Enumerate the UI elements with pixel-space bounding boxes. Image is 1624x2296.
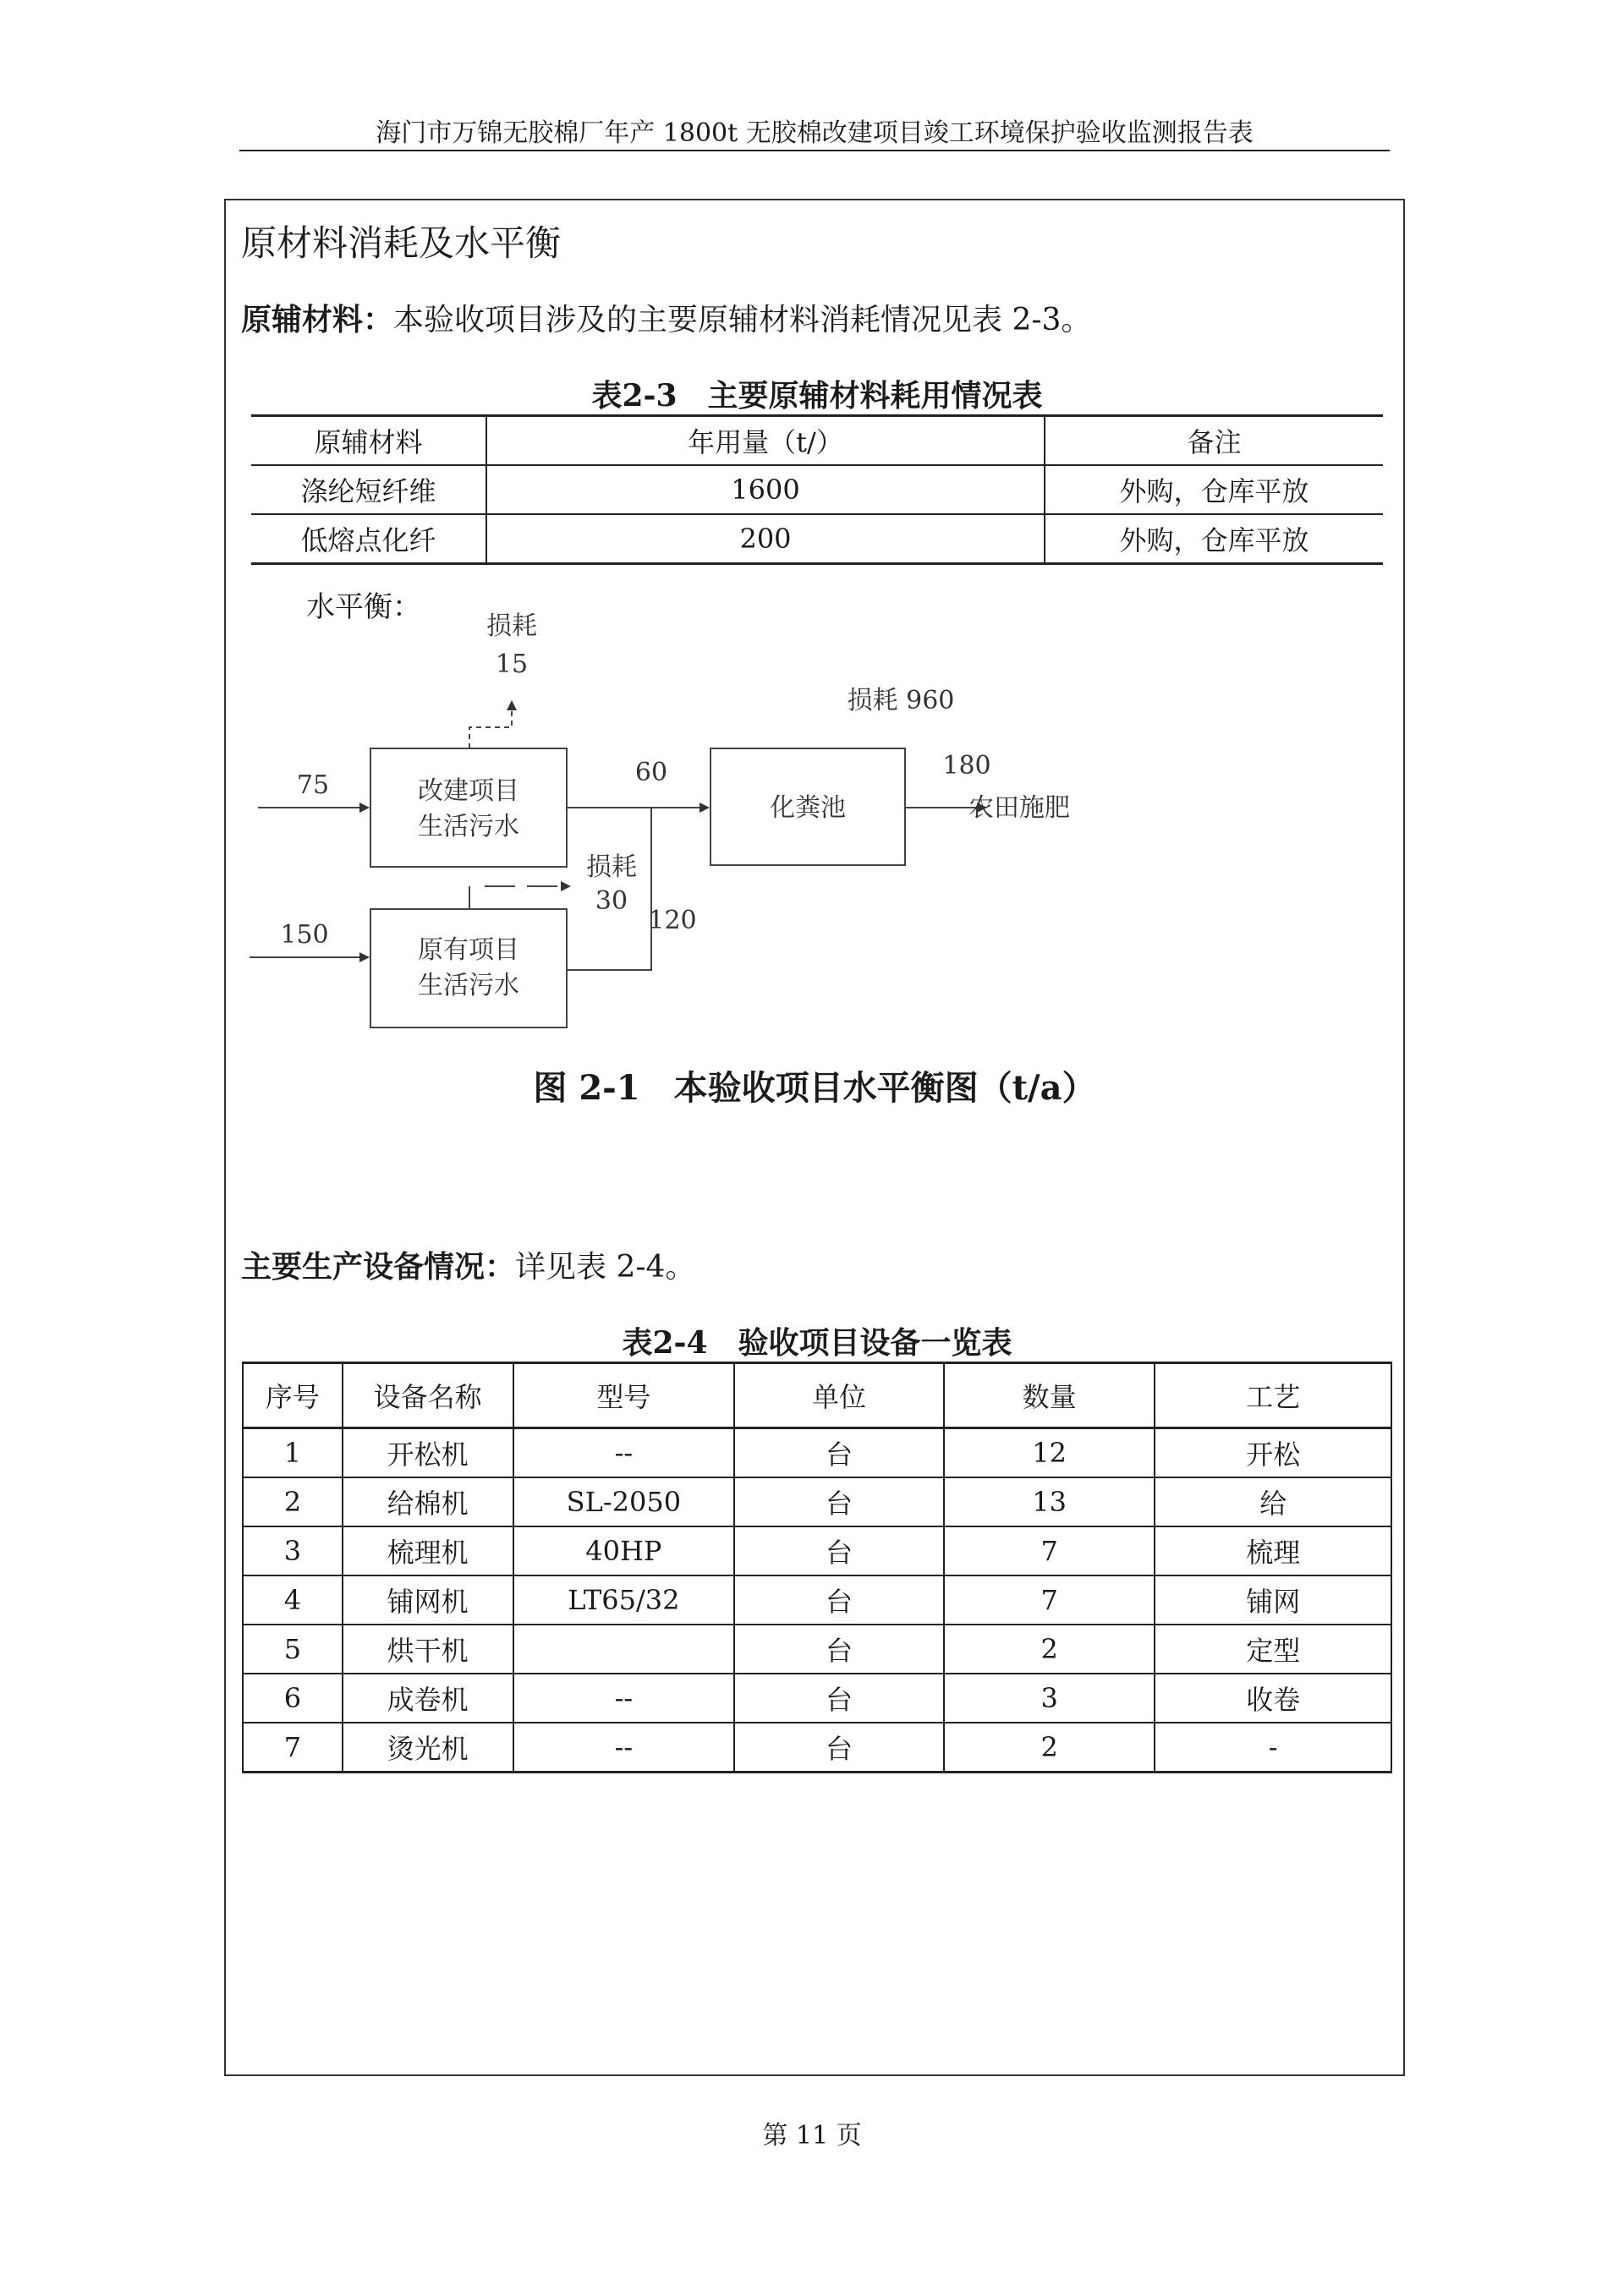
table-cell: 13 [944, 1477, 1155, 1526]
table-cell: 台 [734, 1723, 944, 1773]
table-cell: 台 [734, 1625, 944, 1674]
table-row [243, 1428, 1391, 1478]
table-cell: 2 [944, 1723, 1155, 1773]
box-new-line2: 生活污水 [418, 812, 519, 841]
input-new-value: 75 [296, 770, 330, 800]
flow-180-value: 180 [942, 751, 991, 781]
table-2-4 [242, 1362, 1392, 1773]
table-2-3-caption: 表2-3 主要原辅材料耗用情况表 [591, 378, 1043, 414]
flow-60-value: 60 [634, 758, 668, 787]
equipment-text: 详见表 2-4。 [515, 1250, 696, 1285]
raw-materials-text: 本验收项目涉及的主要原辅材料消耗情况见表 2-3。 [393, 303, 1092, 337]
table-cell: 开松机 [343, 1428, 513, 1478]
table-cell: 外购，仓库平放 [1045, 465, 1383, 514]
table-header-row [251, 416, 1383, 466]
loss-mid-label: 损耗 [586, 852, 637, 882]
table-cell: 12 [944, 1428, 1155, 1478]
table-cell: 7 [944, 1526, 1155, 1575]
header-cell: 原辅材料 [314, 426, 423, 458]
destination-label: 农田施肥 [968, 793, 1070, 823]
input-old-value: 150 [280, 920, 329, 950]
table-cell [513, 1625, 735, 1674]
table-cell: 3 [243, 1526, 343, 1575]
table-row [251, 465, 1383, 514]
table-header-row [243, 1363, 1391, 1428]
table-cell: 外购，仓库平放 [1045, 514, 1383, 564]
table-cell: 收卷 [1155, 1674, 1391, 1723]
table-cell: 梳理 [1155, 1526, 1391, 1575]
header-cell: 数量 [944, 1363, 1155, 1428]
table-cell: 7 [944, 1575, 1155, 1625]
loss-mid-value: 30 [595, 886, 628, 916]
header-cell: 工艺 [1155, 1363, 1391, 1428]
table-cell: 4 [243, 1575, 343, 1625]
header-cell: 单位 [734, 1363, 944, 1428]
table-cell: 200 [486, 514, 1045, 564]
raw-materials-label: 原辅材料： [241, 302, 394, 337]
table-cell: 1600 [486, 465, 1045, 514]
table-cell: -- [513, 1723, 735, 1773]
table-cell: 2 [944, 1625, 1155, 1674]
table-cell: 7 [243, 1723, 343, 1773]
table-cell: 烫光机 [343, 1723, 513, 1773]
table-2-3 [251, 414, 1383, 565]
table-cell: 梳理机 [343, 1526, 513, 1575]
header-cell: 年用量（t/） [486, 416, 1045, 466]
water-balance-diagram [224, 584, 1070, 1040]
loss-top-value: 15 [495, 649, 529, 679]
box-old-line1: 原有项目 [418, 935, 519, 965]
box-new-line1: 改建项目 [418, 776, 519, 806]
table-cell: 台 [734, 1674, 944, 1723]
figure-2-1-caption: 图 2-1 本验收项目水平衡图（t/a） [533, 1068, 1096, 1108]
table-row [243, 1674, 1391, 1723]
table-cell: LT65/32 [513, 1575, 735, 1625]
header-rule [239, 150, 1390, 151]
water-balance-label: 水平衡： [306, 590, 421, 624]
table-cell: 成卷机 [343, 1674, 513, 1723]
loss-top-right: 损耗 960 [847, 686, 955, 715]
table-cell: 定型 [1155, 1625, 1391, 1674]
table-cell: 1 [243, 1428, 343, 1478]
table-cell: 2 [243, 1477, 343, 1526]
table-cell: 铺网机 [343, 1575, 513, 1625]
table-cell: 铺网 [1155, 1575, 1391, 1625]
section-title: 原材料消耗及水平衡 [241, 222, 562, 264]
table-cell: - [1155, 1723, 1391, 1773]
table-cell: -- [513, 1674, 735, 1723]
header-cell: 型号 [513, 1363, 735, 1428]
loss-arrow-top [469, 702, 512, 748]
header-cell: 设备名称 [343, 1363, 513, 1428]
table-row [243, 1625, 1391, 1674]
table-cell: 40HP [513, 1526, 735, 1575]
table-cell: 3 [944, 1674, 1155, 1723]
page-number: 第 11 页 [762, 2121, 862, 2151]
box-old-line2: 生活污水 [418, 971, 519, 1000]
equipment-label: 主要生产设备情况： [241, 1249, 516, 1285]
table-cell: 台 [734, 1477, 944, 1526]
box-new-project [370, 748, 567, 867]
table-cell: 台 [734, 1428, 944, 1478]
table-cell: -- [513, 1428, 735, 1478]
flow-120-value: 120 [648, 906, 697, 935]
table-row [243, 1477, 1391, 1526]
table-cell: 台 [734, 1575, 944, 1625]
header-cell: 序号 [243, 1363, 343, 1428]
table-2-4-caption: 表2-4 验收项目设备一览表 [622, 1325, 1012, 1361]
table-cell: 开松 [1155, 1428, 1391, 1478]
table-cell: 涤纶短纤维 [251, 465, 486, 514]
table-row [243, 1575, 1391, 1625]
table-cell: 台 [734, 1526, 944, 1575]
table-cell: 5 [243, 1625, 343, 1674]
box-old-project [370, 909, 567, 1027]
header-cell: 备注 [1045, 416, 1383, 466]
box-tank-label: 化粪池 [770, 793, 846, 823]
table-row [251, 514, 1383, 564]
loss-top-label: 损耗 [486, 611, 537, 641]
table-row [243, 1526, 1391, 1575]
table-cell: 低熔点化纤 [251, 514, 486, 564]
raw-materials-paragraph [241, 296, 1091, 339]
table-cell: SL-2050 [513, 1477, 735, 1526]
table-cell: 6 [243, 1674, 343, 1723]
table-cell: 给 [1155, 1477, 1391, 1526]
table-cell: 给棉机 [343, 1477, 513, 1526]
table-cell: 烘干机 [343, 1625, 513, 1674]
equipment-paragraph [241, 1243, 695, 1286]
table-row [243, 1723, 1391, 1773]
page-header: 海门市万锦无胶棉厂年产 1800t 无胶棉改建项目竣工环境保护验收监测报告表 [376, 118, 1254, 148]
